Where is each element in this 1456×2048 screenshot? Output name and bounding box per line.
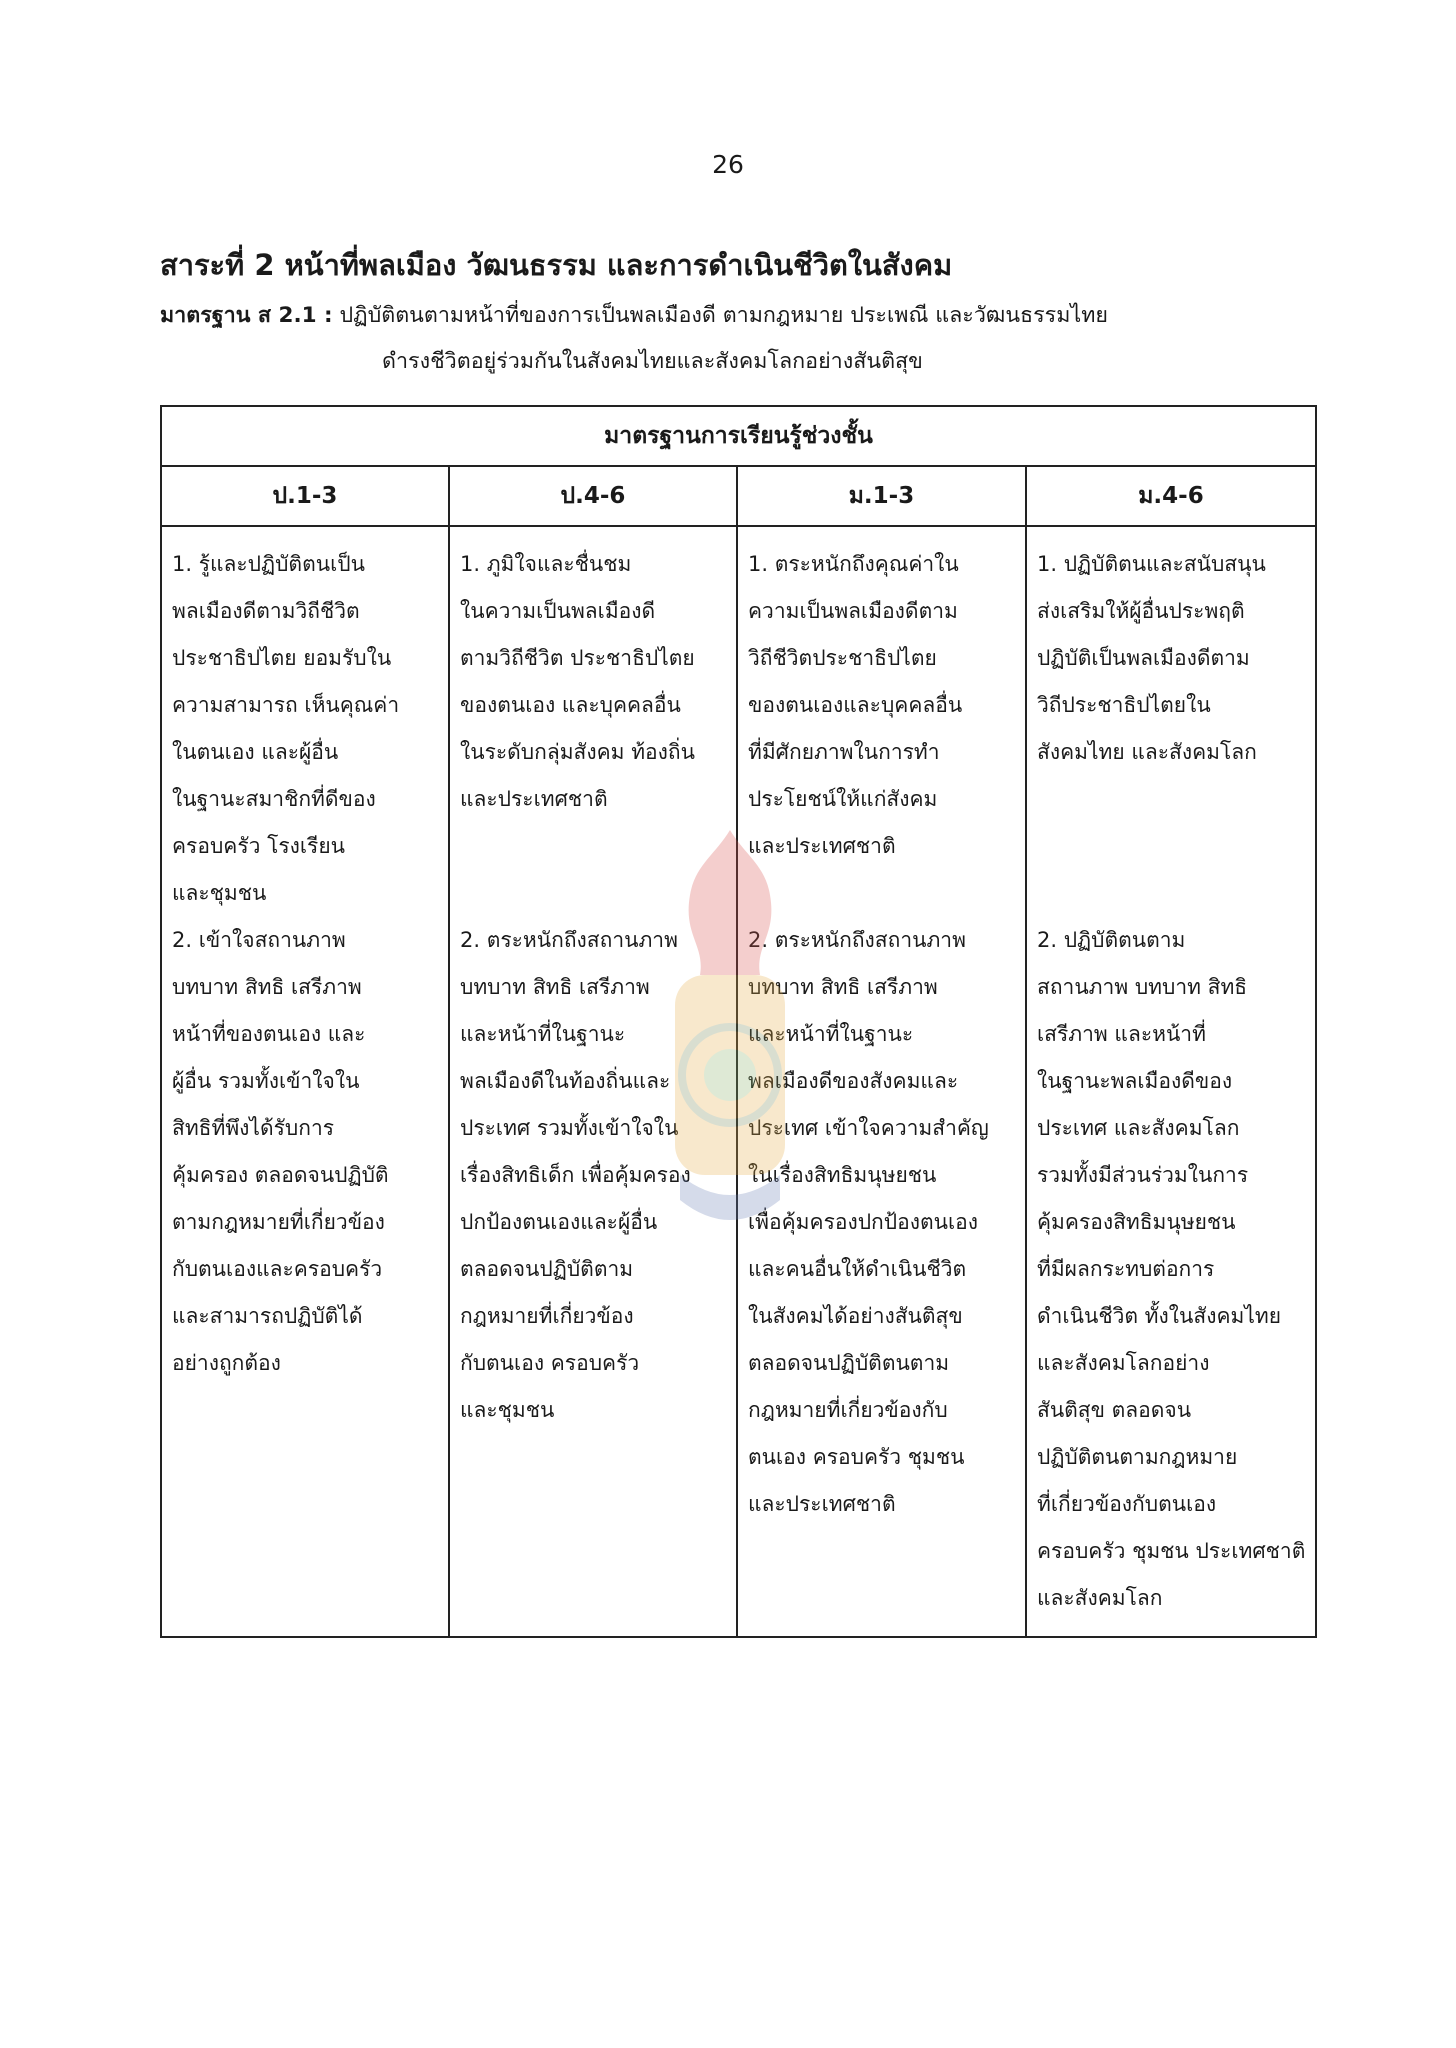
cell-line: พลเมืองดีในท้องถิ่นและ	[460, 1069, 671, 1093]
page-number: 26	[712, 150, 744, 179]
cell-line: ในตนเอง และผู้อื่น	[172, 740, 339, 764]
standard-item-1	[460, 541, 729, 917]
cell-line: 2. ตระหนักถึงสถานภาพ	[460, 928, 678, 952]
cell-line: ในฐานะพลเมืองดีของ	[1037, 1069, 1233, 1093]
cell-spacer	[1037, 870, 1308, 917]
cell-line: และประเทศชาติ	[748, 834, 896, 858]
standard-item-2	[1037, 917, 1308, 1622]
cell-line: ในความเป็นพลเมืองดี	[460, 599, 656, 623]
cell-line: ปกป้องตนเองและผู้อื่น	[460, 1210, 658, 1234]
cell-line: ดำเนินชีวิต ทั้งในสังคมไทย	[1037, 1304, 1282, 1328]
cell-line: และชุมชน	[460, 1398, 555, 1422]
cell-line: พลเมืองดีตามวิถีชีวิต	[172, 599, 360, 623]
cell-line: ตลอดจนปฏิบัติตาม	[460, 1257, 634, 1281]
cell-line: ส่งเสริมให้ผู้อื่นประพฤติ	[1037, 599, 1245, 623]
cell-line: 1. รู้และปฏิบัติตนเป็น	[172, 552, 365, 576]
standard-item-2	[748, 917, 1018, 1528]
cell-line: เสรีภาพ และหน้าที่	[1037, 1022, 1206, 1046]
cell-line: ที่มีศักยภาพในการทำ	[748, 740, 940, 764]
cell-line: ที่มีผลกระทบต่อการ	[1037, 1257, 1215, 1281]
cell-line: 2. เข้าใจสถานภาพ	[172, 928, 346, 952]
cell-spacer	[1037, 823, 1308, 870]
cell-line: และสามารถปฏิบัติได้	[172, 1304, 363, 1328]
cell-line: ความเป็นพลเมืองดีตาม	[748, 599, 958, 623]
cell-line: สิทธิที่พึงได้รับการ	[172, 1116, 335, 1140]
cell-line: ครอบครัว โรงเรียน	[172, 834, 345, 858]
standard-item-1	[172, 541, 441, 917]
column-header-p4-6: ป.4-6	[449, 466, 737, 526]
cell-line: กฎหมายที่เกี่ยวข้อง	[460, 1304, 634, 1328]
cell-line: เรื่องสิทธิเด็ก เพื่อคุ้มครอง	[460, 1163, 691, 1187]
cell-line: ประโยชน์ให้แก่สังคม	[748, 787, 938, 811]
standard-line-2: ดำรงชีวิตอยู่ร่วมกันในสังคมไทยและสังคมโลกอย่างสันติสุข	[382, 349, 923, 374]
cell-line: และประเทศชาติ	[748, 1492, 896, 1516]
cell-line: พลเมืองดีของสังคมและ	[748, 1069, 959, 1093]
table-row	[161, 526, 1316, 1637]
cell-line: และหน้าที่ในฐานะ	[460, 1022, 626, 1046]
column-header-row	[161, 466, 1316, 526]
cell-line: 1. ตระหนักถึงคุณค่าใน	[748, 552, 959, 576]
cell-line: ครอบครัว ชุมชน ประเทศชาติ	[1037, 1539, 1306, 1563]
section-title: สาระที่ 2 หน้าที่พลเมือง วัฒนธรรม และการดำเนินชีวิตในสังคม	[160, 248, 953, 282]
cell-spacer	[748, 870, 1018, 917]
cell-line: ในฐานะสมาชิกที่ดีของ	[172, 787, 376, 811]
learning-standards-table	[160, 405, 1317, 1638]
cell-line: และคนอื่นให้ดำเนินชีวิต	[748, 1257, 967, 1281]
cell-line: สันติสุข ตลอดจน	[1037, 1398, 1192, 1422]
cell-line: ปฏิบัติเป็นพลเมืองดีตาม	[1037, 646, 1250, 670]
cell-line: ตามกฎหมายที่เกี่ยวข้อง	[172, 1210, 385, 1234]
standard-text-1: ปฏิบัติตนตามหน้าที่ของการเป็นพลเมืองดี ตามกฎหมาย ประเพณี และวัฒนธรรมไทย	[339, 303, 1108, 328]
table-header: มาตรฐานการเรียนรู้ช่วงชั้น	[161, 406, 1316, 466]
cell-line: บทบาท สิทธิ เสรีภาพ	[172, 975, 362, 999]
cell-line: บทบาท สิทธิ เสรีภาพ	[748, 975, 938, 999]
cell-line: ประชาธิปไตย ยอมรับใน	[172, 646, 392, 670]
cell-line: ในระดับกลุ่มสังคม ท้องถิ่น	[460, 740, 695, 764]
cell-spacer	[460, 870, 729, 917]
cell-line: ประเทศ และสังคมโลก	[1037, 1116, 1240, 1140]
cell-line: ในสังคมได้อย่างสันติสุข	[748, 1304, 963, 1328]
table-cell	[161, 526, 449, 1637]
cell-line: เพื่อคุ้มครองปกป้องตนเอง	[748, 1210, 978, 1234]
cell-line: ของตนเอง และบุคคลอื่น	[460, 693, 681, 717]
cell-line: และชุมชน	[172, 881, 267, 905]
table-header-row	[161, 406, 1316, 466]
cell-line: 1. ปฏิบัติตนและสนับสนุน	[1037, 552, 1266, 576]
cell-line: ที่เกี่ยวข้องกับตนเอง	[1037, 1492, 1217, 1516]
cell-line: สถานภาพ บทบาท สิทธิ	[1037, 975, 1248, 999]
cell-line: วิถีชีวิตประชาธิปไตย	[748, 646, 937, 670]
column-header-p1-3: ป.1-3	[161, 466, 449, 526]
standard-statement	[160, 298, 1320, 378]
cell-line: กฎหมายที่เกี่ยวข้องกับ	[748, 1398, 948, 1422]
cell-line: และสังคมโลก	[1037, 1586, 1163, 1610]
cell-line: 1. ภูมิใจและชื่นชม	[460, 552, 632, 576]
cell-line: ความสามารถ เห็นคุณค่า	[172, 693, 400, 717]
cell-line: สังคมไทย และสังคมโลก	[1037, 740, 1257, 764]
cell-line: คุ้มครองสิทธิมนุษยชน	[1037, 1210, 1236, 1234]
cell-line: บทบาท สิทธิ เสรีภาพ	[460, 975, 650, 999]
cell-line: ตลอดจนปฏิบัติตนตาม	[748, 1351, 950, 1375]
cell-line: ตามวิถีชีวิต ประชาธิปไตย	[460, 646, 695, 670]
cell-line: ปฏิบัติตนตามกฎหมาย	[1037, 1445, 1238, 1469]
table-cell	[1026, 526, 1316, 1637]
cell-line: และสังคมโลกอย่าง	[1037, 1351, 1210, 1375]
cell-line: ประเทศ รวมทั้งเข้าใจใน	[460, 1116, 679, 1140]
table-cell	[737, 526, 1026, 1637]
standard-label: มาตรฐาน ส 2.1 :	[160, 303, 333, 328]
cell-line: หน้าที่ของตนเอง และ	[172, 1022, 366, 1046]
cell-line: ประเทศ เข้าใจความสำคัญ	[748, 1116, 989, 1140]
column-header-m4-6: ม.4-6	[1026, 466, 1316, 526]
cell-line: วิถีประชาธิปไตยใน	[1037, 693, 1211, 717]
cell-line: กับตนเองและครอบครัว	[172, 1257, 383, 1281]
cell-line: อย่างถูกต้อง	[172, 1351, 281, 1375]
cell-spacer	[460, 823, 729, 870]
standard-item-2	[172, 917, 441, 1387]
standard-line-1	[160, 298, 1320, 332]
cell-line: ตนเอง ครอบครัว ชุมชน	[748, 1445, 965, 1469]
cell-line: ผู้อื่น รวมทั้งเข้าใจใน	[172, 1069, 360, 1093]
cell-line: กับตนเอง ครอบครัว	[460, 1351, 640, 1375]
cell-line: คุ้มครอง ตลอดจนปฏิบัติ	[172, 1163, 389, 1187]
cell-line: ของตนเองและบุคคลอื่น	[748, 693, 963, 717]
cell-line: 2. ปฏิบัติตนตาม	[1037, 928, 1186, 952]
standard-item-1	[1037, 541, 1308, 917]
cell-line: และหน้าที่ในฐานะ	[748, 1022, 914, 1046]
table-cell	[449, 526, 737, 1637]
standard-item-2	[460, 917, 729, 1434]
cell-line: ในเรื่องสิทธิมนุษยชน	[748, 1163, 937, 1187]
standard-item-1	[748, 541, 1018, 917]
cell-line: 2. ตระหนักถึงสถานภาพ	[748, 928, 966, 952]
cell-spacer	[1037, 776, 1308, 823]
cell-line: รวมทั้งมีส่วนร่วมในการ	[1037, 1163, 1249, 1187]
column-header-m1-3: ม.1-3	[737, 466, 1026, 526]
cell-line: และประเทศชาติ	[460, 787, 608, 811]
